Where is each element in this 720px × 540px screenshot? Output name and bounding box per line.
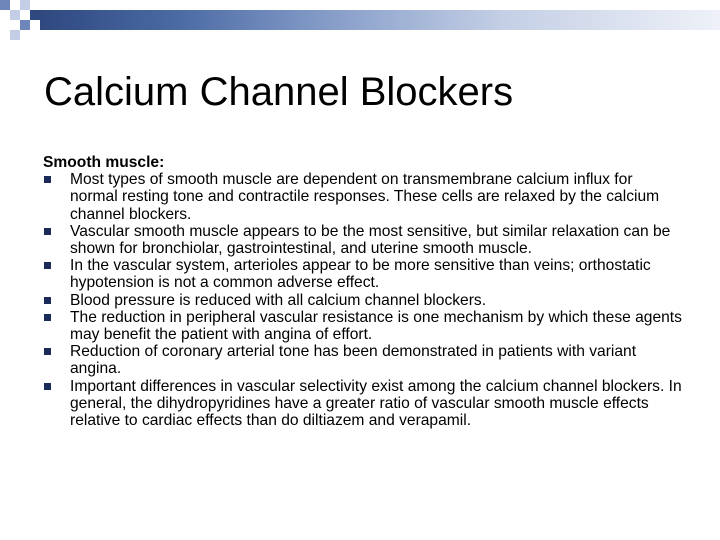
square-bullet-icon: [44, 176, 51, 183]
bullet-text: Reduction of coronary arterial tone has been demonstrated in patients with variant angina.: [70, 343, 637, 378]
bullet-item: [43, 343, 683, 377]
bullet-item: [43, 223, 683, 257]
header-gradient-bar: [40, 10, 720, 30]
square-bullet-icon: [44, 383, 51, 390]
bullet-text: Most types of smooth muscle are dependent on transmembrane calcium influx for normal resting tone and contractile responses. These cells are relaxed by the calcium channel blockers.: [70, 171, 660, 223]
bullet-text: In the vascular system, arterioles appear to be more sensitive than veins; orthostatic hypotension is not a common adverse effect.: [70, 257, 651, 292]
bullet-item: [43, 378, 683, 430]
bullet-text: Vascular smooth muscle appears to be the most sensitive, but similar relaxation can be shown for bronchiolar, gastrointestinal, and uterine smooth muscle.: [70, 222, 671, 258]
section-heading: Smooth muscle:: [43, 154, 165, 171]
bullet-text: The reduction in peripheral vascular resistance is one mechanism by which these agents may benefit the patient with angina of effort.: [70, 308, 682, 344]
decor-square: [0, 0, 10, 10]
bullet-list: [43, 171, 683, 429]
decor-square: [10, 30, 20, 40]
bullet-item: [43, 257, 683, 291]
bullet-text: Important differences in vascular selectivity exist among the calcium channel blockers. In general, the dihydropyridines have a greater ratio of vascular smooth muscle effects relative to cardiac effects than do diltiazem and verapamil.: [70, 377, 682, 430]
square-bullet-icon: [44, 314, 51, 321]
bullet-item: [43, 309, 683, 343]
decor-square: [20, 20, 30, 30]
decor-square: [10, 10, 20, 20]
bullet-item: [43, 171, 683, 223]
square-bullet-icon: [44, 348, 51, 355]
bullet-item: [43, 292, 683, 309]
square-bullet-icon: [44, 297, 51, 304]
bullet-text: Blood pressure is reduced with all calcium channel blockers.: [70, 291, 487, 309]
decor-square: [20, 0, 30, 10]
slide-title: Calcium Channel Blockers: [44, 70, 514, 114]
decor-square: [30, 10, 40, 20]
square-bullet-icon: [44, 262, 51, 269]
slide-body: [43, 154, 683, 429]
square-bullet-icon: [44, 228, 51, 235]
header-decoration: [0, 0, 720, 40]
